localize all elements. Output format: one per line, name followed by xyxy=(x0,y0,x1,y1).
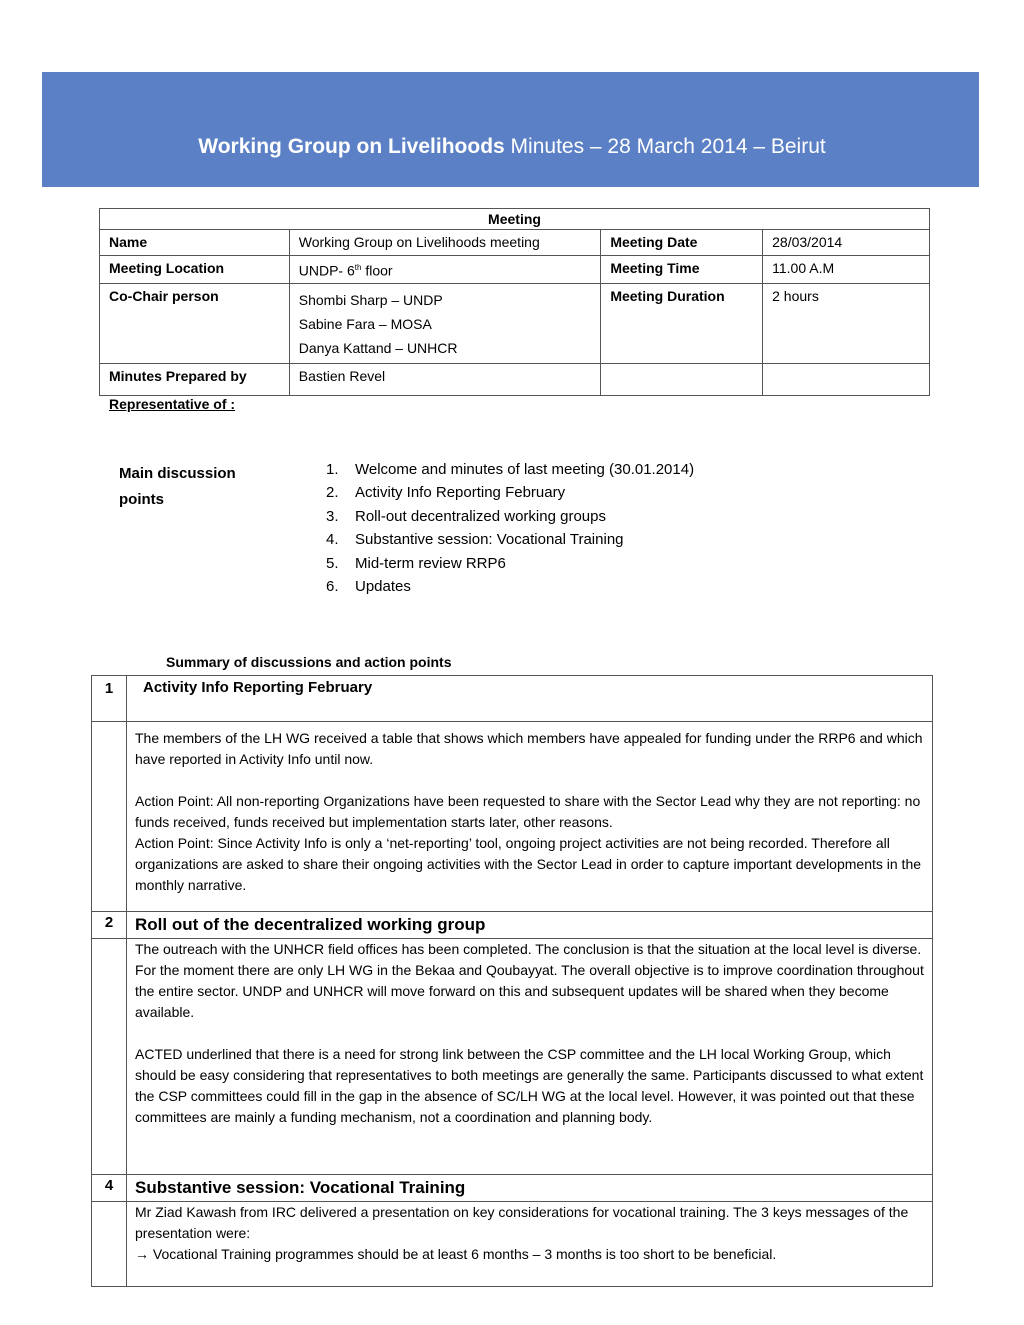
location-label: Meeting Location xyxy=(100,256,290,284)
section-number: 1 xyxy=(92,676,127,722)
name-label: Name xyxy=(100,230,290,256)
paragraph: Mr Ziad Kawash from IRC delivered a presentation on key considerations for vocational training. The 3 keys messages of the presentation were: xyxy=(135,1204,909,1241)
meeting-caption: Meeting xyxy=(100,209,930,230)
empty-cell xyxy=(601,363,763,395)
section-number: 2 xyxy=(92,912,127,939)
empty-cell xyxy=(92,722,127,912)
cochair-list xyxy=(289,283,601,363)
summary-title: Summary of discussions and action points xyxy=(166,654,452,670)
list-item: 3. Roll-out decentralized working groups xyxy=(326,507,606,525)
section-heading: Activity Info Reporting February xyxy=(127,676,933,722)
bullet-point: → Vocational Training programmes should be at least 6 months – 3 months is too short to be beneficial. xyxy=(135,1246,777,1262)
date-label: Meeting Date xyxy=(601,230,763,256)
section-heading: Substantive session: Vocational Training xyxy=(127,1175,933,1202)
prepared-label: Minutes Prepared by xyxy=(100,363,290,395)
action-point: Action Point: Since Activity Info is only a ‘net-reporting’ tool, ongoing project activities are not being recorded. Therefore all organizations are asked to share their ongoing activities with the Sector Lead in order to capture important developments in the monthly narrative. xyxy=(135,835,922,893)
document-title xyxy=(0,135,1024,159)
title-banner xyxy=(42,72,979,187)
list-item: 6. Updates xyxy=(326,577,411,595)
section-number: 4 xyxy=(92,1175,127,1202)
time-label: Meeting Time xyxy=(601,256,763,284)
cochair-label: Co-Chair person xyxy=(100,283,290,363)
representative-label: Representative of : xyxy=(109,396,236,412)
meeting-info-table xyxy=(99,208,930,396)
section-body xyxy=(127,722,933,912)
list-item: 4. Substantive session: Vocational Training xyxy=(326,531,624,549)
list-item: 2. Activity Info Reporting February xyxy=(326,484,566,502)
discussion-label: Main discussion points xyxy=(119,465,236,508)
location-value: UNDP- 6th floor xyxy=(289,256,601,284)
date-value: 28/03/2014 xyxy=(763,230,930,256)
discussion-points xyxy=(326,458,694,598)
cochair-2: Sabine Fara – MOSA xyxy=(298,315,432,332)
title-bold: Working Group on Livelihoods xyxy=(198,135,505,158)
section-body xyxy=(127,1202,933,1287)
name-value: Working Group on Livelihoods meeting xyxy=(289,230,601,256)
empty-cell xyxy=(763,363,930,395)
section-body xyxy=(127,939,933,1175)
cochair-3: Danya Kattand – UNHCR xyxy=(298,339,458,356)
empty-cell xyxy=(92,939,127,1175)
action-point: Action Point: All non-reporting Organizations have been requested to share with the Sector Lead why they are not reporting: no funds received, funds received but implementation starts later, other reasons. xyxy=(135,793,921,830)
list-item: 1. Welcome and minutes of last meeting (30.01.2014) xyxy=(326,461,695,478)
paragraph: The members of the LH WG received a table that shows which members have appealed for funding under the RRP6 and which have reported in Activity Info until now. xyxy=(135,730,923,767)
title-rest: Minutes – 28 March 2014 – Beirut xyxy=(504,135,826,158)
paragraph: ACTED underlined that there is a need for strong link between the CSP committee and the LH local Working Group, which should be easy considering that representatives to both meetings are generally the same. Participants discussed to what extent the CSP committees could fill in the gap in the absence of SC/LH WG at the local level. However, it was pointed out that these committees are mainly a funding mechanism, not a coordination and planning body. xyxy=(135,1046,924,1125)
list-item: 5. Mid-term review RRP6 xyxy=(326,554,506,572)
section-heading: Roll out of the decentralized working group xyxy=(127,912,933,939)
summary-table xyxy=(91,675,933,1287)
duration-label: Meeting Duration xyxy=(601,283,763,363)
duration-value: 2 hours xyxy=(763,283,930,363)
paragraph: The outreach with the UNHCR field offices has been completed. The conclusion is that the situation at the local level is diverse. For the moment there are only LH WG in the Bekaa and Qoubayyat. The overall objective is to improve coordination throughout the entire sector. UNDP and UNHCR will move forward on this and subsequent updates will be shared when they become available. xyxy=(135,941,924,1020)
empty-cell xyxy=(92,1202,127,1287)
time-value: 11.00 A.M xyxy=(763,256,930,284)
prepared-value: Bastien Revel xyxy=(289,363,601,395)
cochair-1: Shombi Sharp – UNDP xyxy=(298,291,443,308)
